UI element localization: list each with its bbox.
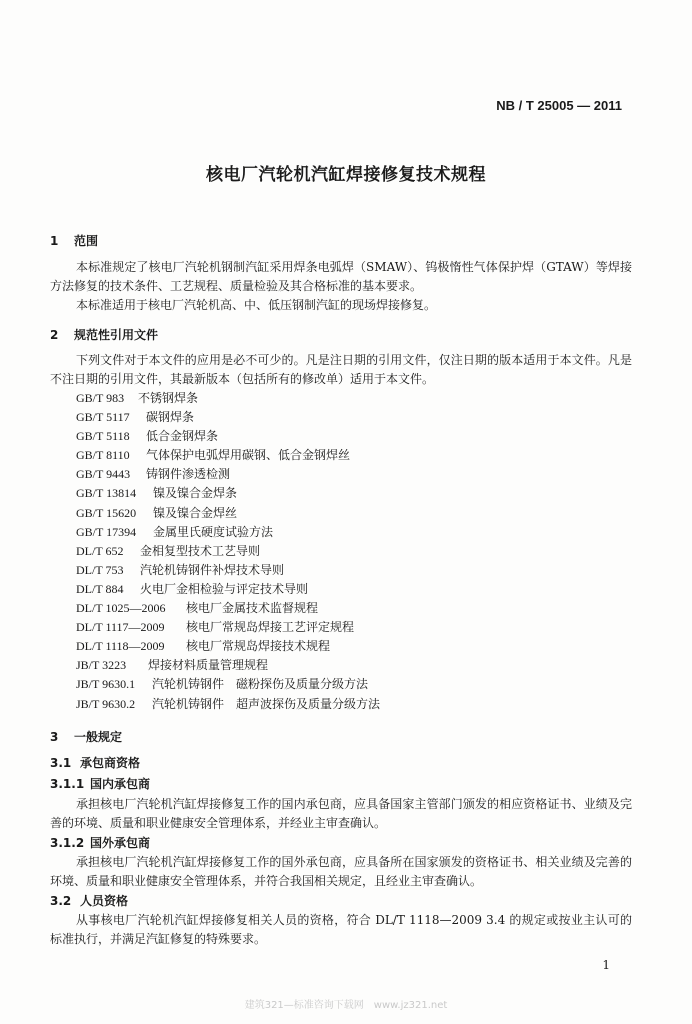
reference-item — [76, 446, 380, 465]
section-number: 3.1.1 — [50, 777, 85, 791]
reference-code: GB/T 5118 — [76, 429, 130, 444]
paragraph: 本标准规定了核电厂汽轮机钢制汽缸采用焊条电弧焊（SMAW）、钨极惰性气体保护焊（GTAW）等焊接方法修复的技术条件、工艺规程、质量检验及其合格标准的基本要求。 — [50, 260, 632, 293]
reference-title: 镍及镍合金焊条 — [153, 486, 238, 501]
section-1-body — [50, 258, 632, 315]
section-number: 3.1.2 — [50, 836, 85, 850]
reference-title: 碳钢焊条 — [146, 410, 195, 425]
section-number: 3.1 — [50, 756, 72, 770]
reference-title: 核电厂金属技术监督规程 — [186, 601, 319, 616]
section-2-intro — [50, 351, 632, 389]
section-number: 3 — [50, 730, 59, 744]
reference-item — [76, 484, 380, 503]
reference-title: 低合金钢焊条 — [146, 429, 219, 444]
reference-item — [76, 408, 380, 427]
section-title: 规范性引用文件 — [74, 328, 159, 342]
reference-title: 不锈钢焊条 — [138, 391, 199, 405]
reference-title: 焊接材料质量管理规程 — [148, 658, 269, 673]
section-3-1-1-heading — [50, 775, 150, 792]
reference-code: GB/T 8110 — [76, 448, 130, 463]
reference-title: 核电厂常规岛焊接工艺评定规程 — [186, 620, 355, 635]
reference-item — [76, 656, 380, 675]
section-title: 范围 — [74, 234, 99, 248]
reference-code: DL/T 1118—2009 — [76, 639, 165, 654]
reference-code: JB/T 3223 — [76, 658, 127, 673]
reference-title: 铸钢件渗透检测 — [146, 467, 231, 482]
reference-title: 汽轮机铸钢件 超声波探伤及质量分级方法 — [152, 696, 381, 711]
reference-list — [76, 389, 380, 714]
section-number: 3.2 — [50, 894, 72, 908]
reference-code: GB/T 17394 — [76, 524, 137, 539]
reference-code: GB/T 983 — [76, 391, 125, 405]
section-title: 国内承包商 — [90, 777, 151, 791]
reference-title: 气体保护电弧焊用碳钢、低合金钢焊丝 — [146, 448, 351, 463]
section-1-heading — [50, 232, 98, 249]
reference-title: 核电厂常规岛焊接技术规程 — [186, 639, 331, 654]
reference-item — [76, 504, 380, 523]
reference-item — [76, 618, 380, 637]
page-number: 1 — [602, 958, 610, 972]
section-3-1-1-body — [50, 795, 632, 833]
reference-title: 金相复型技术工艺导则 — [140, 543, 261, 558]
paragraph: 承担核电厂汽轮机汽缸焊接修复工作的国内承包商，应具备国家主管部门颁发的相应资格证书、业绩及完善的环境、质量和职业健康安全管理体系，并经业主审查确认。 — [50, 797, 632, 830]
reference-code: DL/T 753 — [76, 562, 124, 577]
section-3-1-heading — [50, 754, 140, 771]
document-title: 核电厂汽轮机汽缸焊接修复技术规程 — [206, 165, 486, 185]
reference-code: DL/T 884 — [76, 581, 124, 596]
reference-item — [76, 523, 380, 542]
reference-title: 汽轮机铸钢件 磁粉探伤及质量分级方法 — [152, 677, 369, 692]
reference-code: DL/T 1117—2009 — [76, 620, 165, 635]
section-number: 1 — [50, 234, 59, 248]
section-3-2-heading — [50, 892, 128, 909]
reference-item — [76, 427, 380, 446]
section-2-heading — [50, 326, 158, 343]
reference-code: DL/T 1025—2006 — [76, 601, 166, 616]
reference-code: DL/T 652 — [76, 543, 124, 558]
reference-title: 汽轮机铸钢件补焊技术导则 — [140, 562, 285, 577]
reference-item — [76, 465, 380, 484]
reference-title: 火电厂金相检验与评定技术导则 — [140, 581, 309, 596]
reference-code: GB/T 9443 — [76, 467, 131, 482]
reference-code: GB/T 5117 — [76, 410, 130, 425]
reference-code: JB/T 9630.1 — [76, 677, 136, 692]
section-3-2-body — [50, 911, 632, 949]
standard-code: NB / T 25005 — 2011 — [496, 98, 622, 113]
section-title: 一般规定 — [74, 730, 123, 744]
reference-item — [76, 561, 380, 580]
section-title: 国外承包商 — [90, 836, 151, 850]
reference-title: 镍及镍合金焊丝 — [153, 505, 238, 520]
section-3-1-2-heading — [50, 834, 150, 851]
watermark: 建筑321—标准咨询下载网 www.jz321.net — [244, 1000, 448, 1011]
reference-item — [76, 675, 380, 694]
section-3-1-2-body — [50, 853, 632, 891]
section-3-heading — [50, 728, 122, 745]
reference-code: GB/T 13814 — [76, 486, 137, 501]
reference-item — [76, 542, 380, 561]
reference-item — [76, 599, 380, 618]
paragraph: 从事核电厂汽轮机汽缸焊接修复相关人员的资格，符合 DL/T 1118—2009 3.4 的规定或按业主认可的标准执行，并满足汽缸修复的特殊要求。 — [50, 913, 632, 946]
paragraph: 承担核电厂汽轮机汽缸焊接修复工作的国外承包商，应具备所在国家颁发的资格证书、相关业绩及完善的环境、质量和职业健康安全管理体系，并符合我国相关规定，且经业主审查确认。 — [50, 855, 632, 888]
reference-item — [76, 580, 380, 599]
reference-item — [76, 637, 380, 656]
section-number: 2 — [50, 328, 59, 342]
reference-item — [76, 389, 380, 408]
section-title: 承包商资格 — [80, 756, 141, 770]
paragraph: 下列文件对于本文件的应用是必不可少的。凡是注日期的引用文件，仅注日期的版本适用于本文件。凡是不注日期的引用文件，其最新版本（包括所有的修改单）适用于本文件。 — [50, 353, 632, 386]
reference-code: JB/T 9630.2 — [76, 696, 136, 711]
reference-item — [76, 695, 380, 714]
paragraph: 本标准适用于核电厂汽轮机高、中、低压钢制汽缸的现场焊接修复。 — [76, 298, 437, 312]
reference-code: GB/T 15620 — [76, 505, 137, 520]
section-title: 人员资格 — [80, 894, 129, 908]
reference-title: 金属里氏硬度试验方法 — [153, 524, 274, 539]
